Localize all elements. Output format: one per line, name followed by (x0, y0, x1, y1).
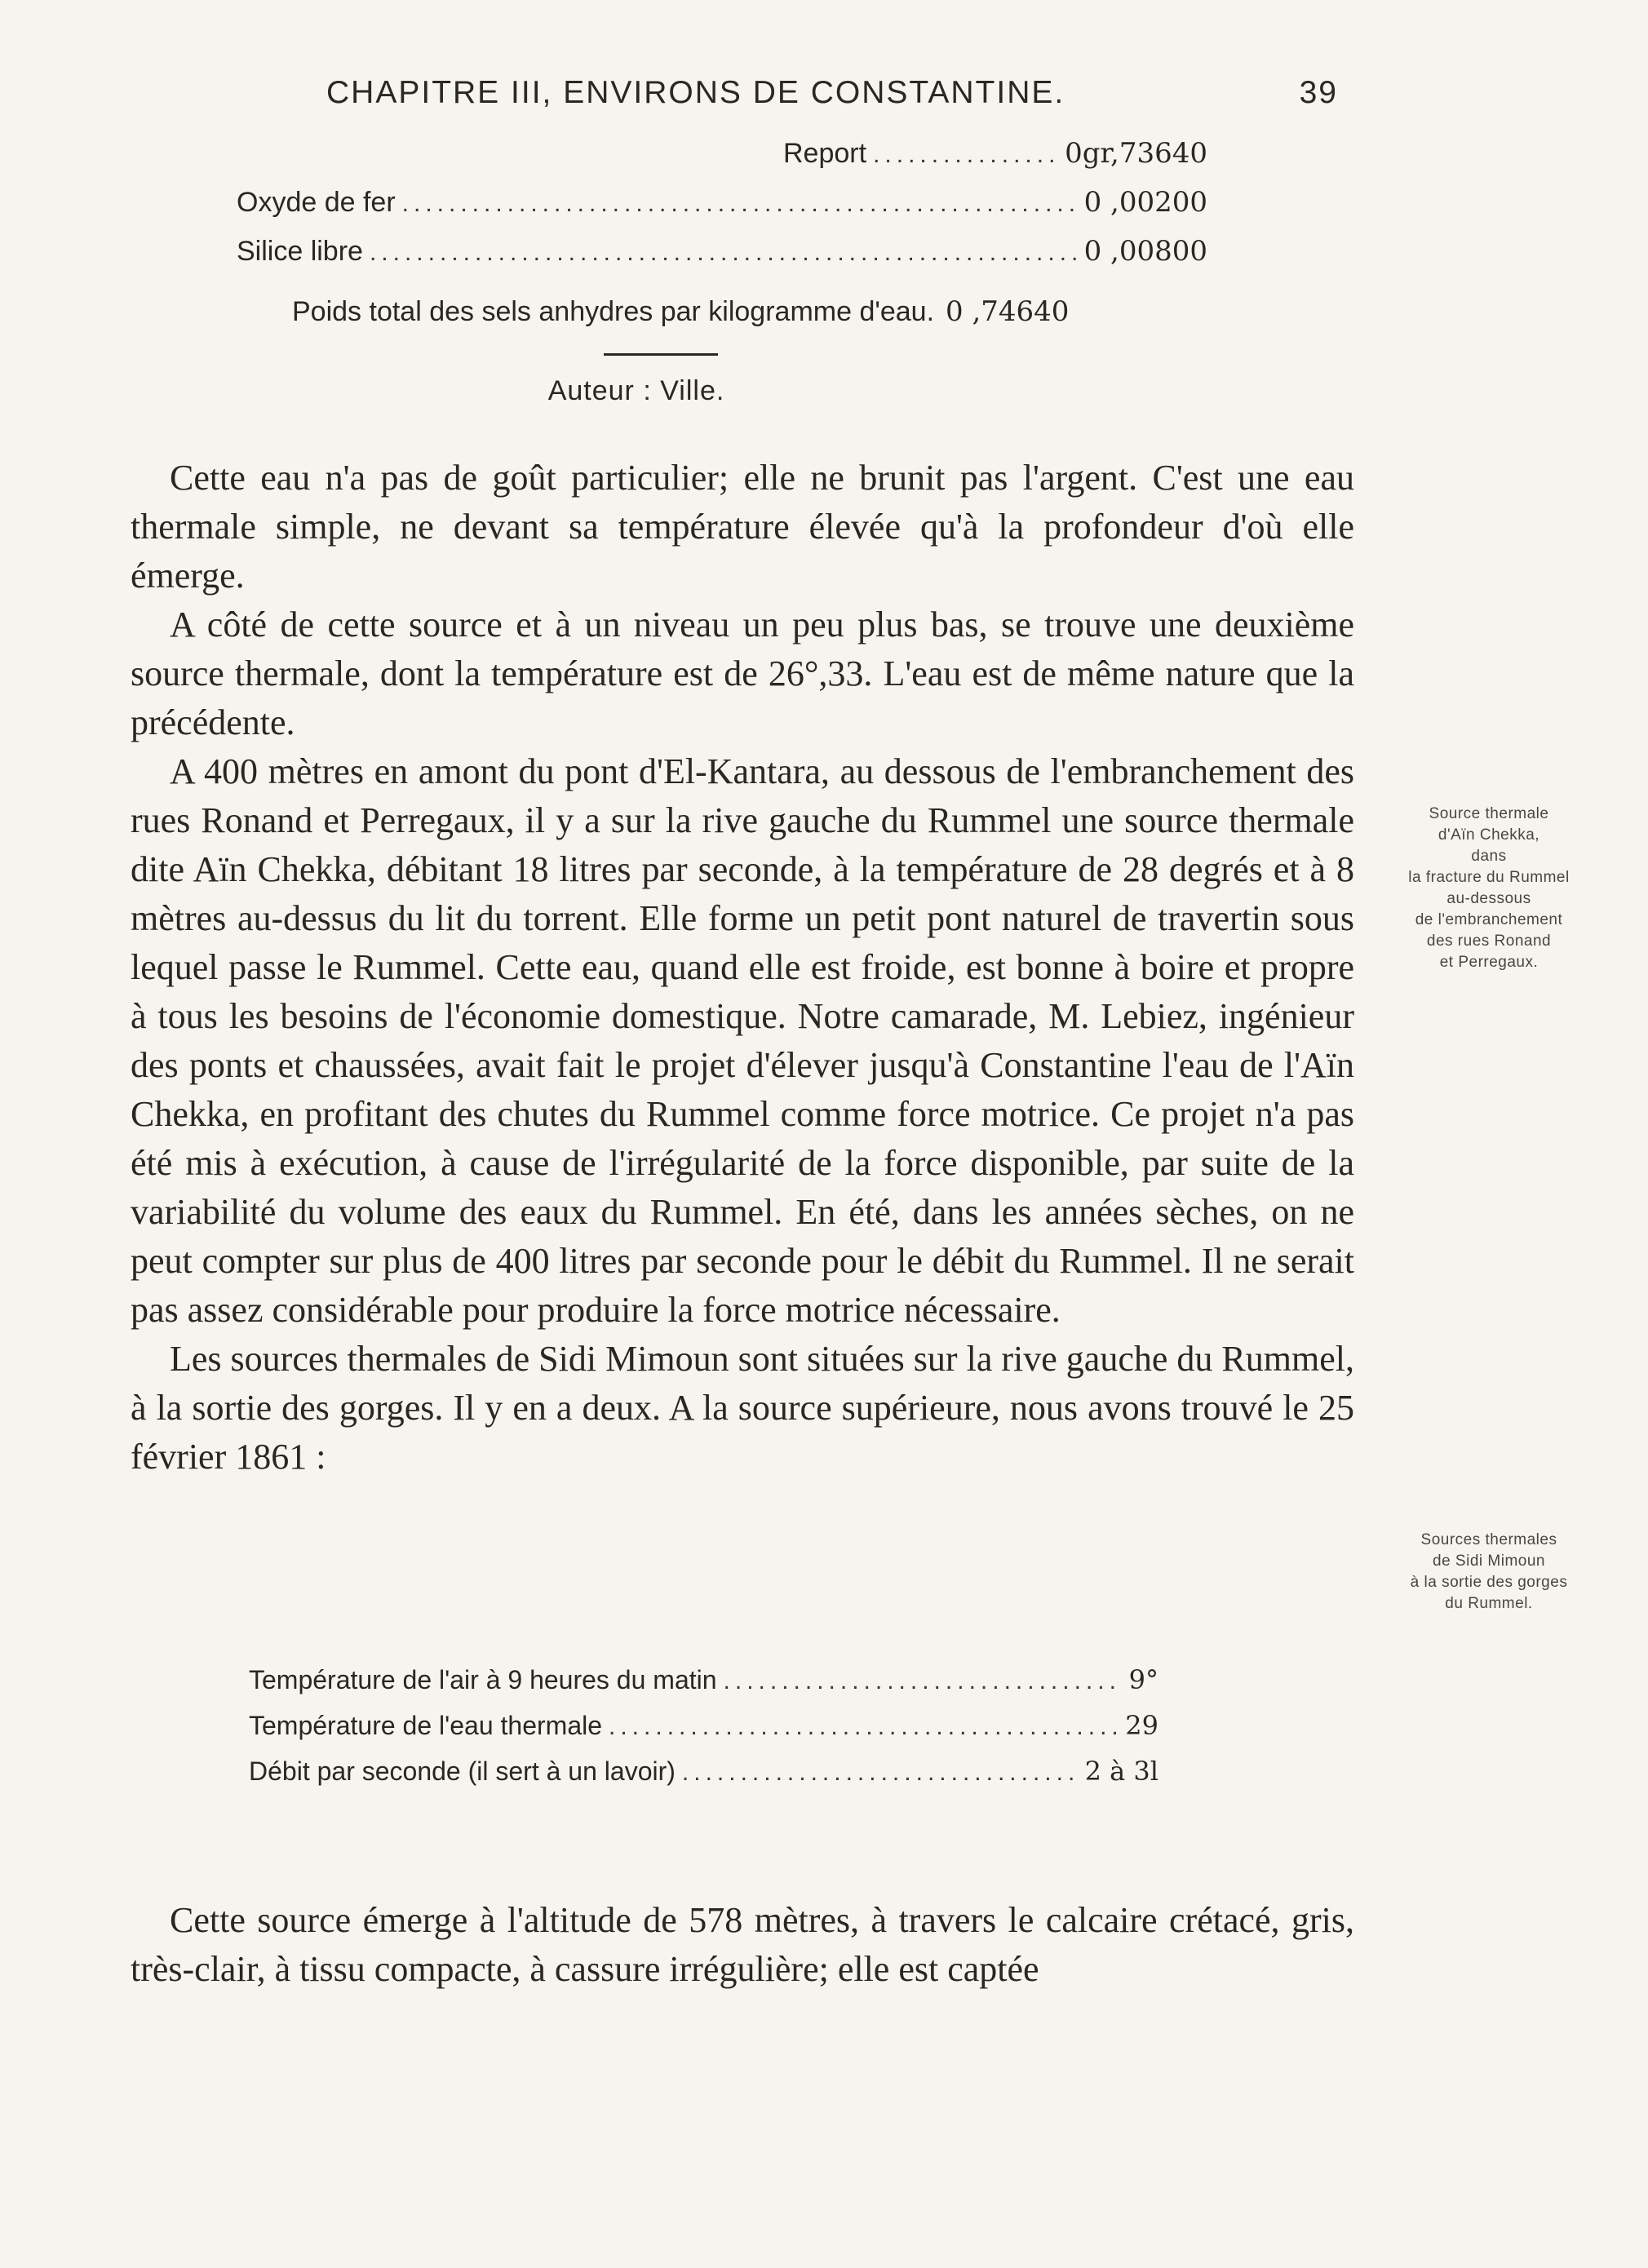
paragraph: Les sources thermales de Sidi Mimoun sont situées sur la rive gauche du Rummel, à la sortie des gorges. Il y en a deux. A la source supérieure, nous avons trouvé le 25 février 1861 : (131, 1339, 1354, 1477)
table-row-oxyde (237, 186, 1207, 219)
note-line: dans (1471, 848, 1507, 865)
closing-text (131, 1896, 1354, 1994)
row-value: 0 ,00800 (1083, 235, 1207, 268)
author-line: Auteur : Ville. (547, 375, 725, 406)
total-label: Poids total des sels anhydres par kilogramme d'eau. (292, 296, 935, 327)
chapter-title: CHAPITRE III, ENVIRONS DE CONSTANTINE. (326, 75, 1065, 110)
paragraph: Cette eau n'a pas de goût particulier; elle ne brunit pas l'argent. C'est une eau thermale simple, ne devant sa température élevée qu'à la profondeur d'où elle émerge. (131, 458, 1354, 596)
measurement-row (249, 1756, 1158, 1787)
row-label: Oxyde de fer (237, 187, 396, 218)
paragraph: A 400 mètres en amont du pont d'El-Kantara, au dessous de l'embranchement des rues Ronand et Perregaux, il y a sur la rive gauche du Rummel une source thermale dite Aïn Chekka, débitant 18 litres par seconde, à la température de 28 degrés et à 8 mètres au-dessus du lit du torrent. Elle forme un petit pont naturel de travertin sous lequel passe le Rummel. Cette eau, quand elle est froide, est bonne à boire et propre à tous les besoins de l'économie domestique. Notre camarade, M. Lebiez, ingénieur des ponts et chaussées, avait fait le projet d'élever jusqu'à Constantine l'eau de l'Aïn Chekka, en profitant des chutes du Rummel comme force motrice. Ce projet n'a pas été mis à exécution, à cause de l'irrégularité de la force disponible, par suite de la variabilité du volume des eaux du Rummel. En été, dans les années sèches, on ne peut compter sur plus de 400 litres par seconde pour le débit du Rummel. Il ne serait pas assez considérable pour produire la force motrice nécessaire. (131, 751, 1354, 1330)
note-line: Source thermale (1429, 805, 1549, 822)
leader-dots (609, 1713, 1119, 1741)
row-label: Report (783, 138, 867, 169)
measurement-row (249, 1710, 1158, 1741)
note-line: et Perregaux. (1439, 954, 1539, 971)
total-value: 0 ,74640 (946, 295, 1070, 328)
note-line: au-dessous (1446, 890, 1531, 907)
body-text (131, 454, 1354, 1482)
row-value: 9° (1128, 1664, 1158, 1695)
row-value: 0 ,00200 (1083, 186, 1207, 219)
row-label: Silice libre (237, 236, 363, 267)
paragraph: A côté de cette source et à un niveau un peu plus bas, se trouve une deuxième source thermale, dont la température est de 26°,33. L'eau est de même nature que la précédente. (131, 605, 1354, 742)
note-line: des rues Ronand (1426, 932, 1552, 950)
row-label: Température de l'eau thermale (249, 1711, 603, 1740)
paragraph: Cette source émerge à l'altitude de 578 mètres, à travers le calcaire crétacé, gris, très-clair, à tissu compacte, à cassure irrégulière; elle est captée (131, 1900, 1354, 1989)
row-value: 2 à 3l (1084, 1756, 1158, 1787)
note-line: à la sortie des gorges (1410, 1574, 1568, 1591)
row-value: 29 (1125, 1710, 1158, 1741)
table-row-report (783, 137, 1207, 170)
row-value: 0gr,73640 (1065, 137, 1207, 170)
marginal-note-sidi-mimoun (1379, 1530, 1599, 1615)
row-label: Température de l'air à 9 heures du matin (249, 1665, 717, 1694)
leader-dots (873, 141, 1058, 169)
note-line: de Sidi Mimoun (1433, 1553, 1545, 1570)
divider-rule (604, 353, 718, 356)
leader-dots (724, 1668, 1123, 1695)
measurement-row (249, 1664, 1158, 1695)
note-line: de l'embranchement (1415, 911, 1563, 928)
row-label: Débit par seconde (il sert à un lavoir) (249, 1756, 676, 1786)
leader-dots (370, 239, 1078, 267)
note-line: Sources thermales (1420, 1531, 1557, 1548)
running-header (326, 75, 1338, 124)
table-row-silice (237, 235, 1207, 268)
leader-dots (682, 1759, 1079, 1787)
marginal-note-ain-chekka (1379, 804, 1599, 973)
leader-dots (402, 190, 1078, 218)
table-row-total (292, 295, 1207, 328)
note-line: du Rummel. (1445, 1595, 1533, 1612)
note-line: d'Aïn Chekka, (1438, 826, 1540, 844)
page-number: 39 (1299, 75, 1338, 110)
note-line: la fracture du Rummel (1408, 869, 1570, 886)
